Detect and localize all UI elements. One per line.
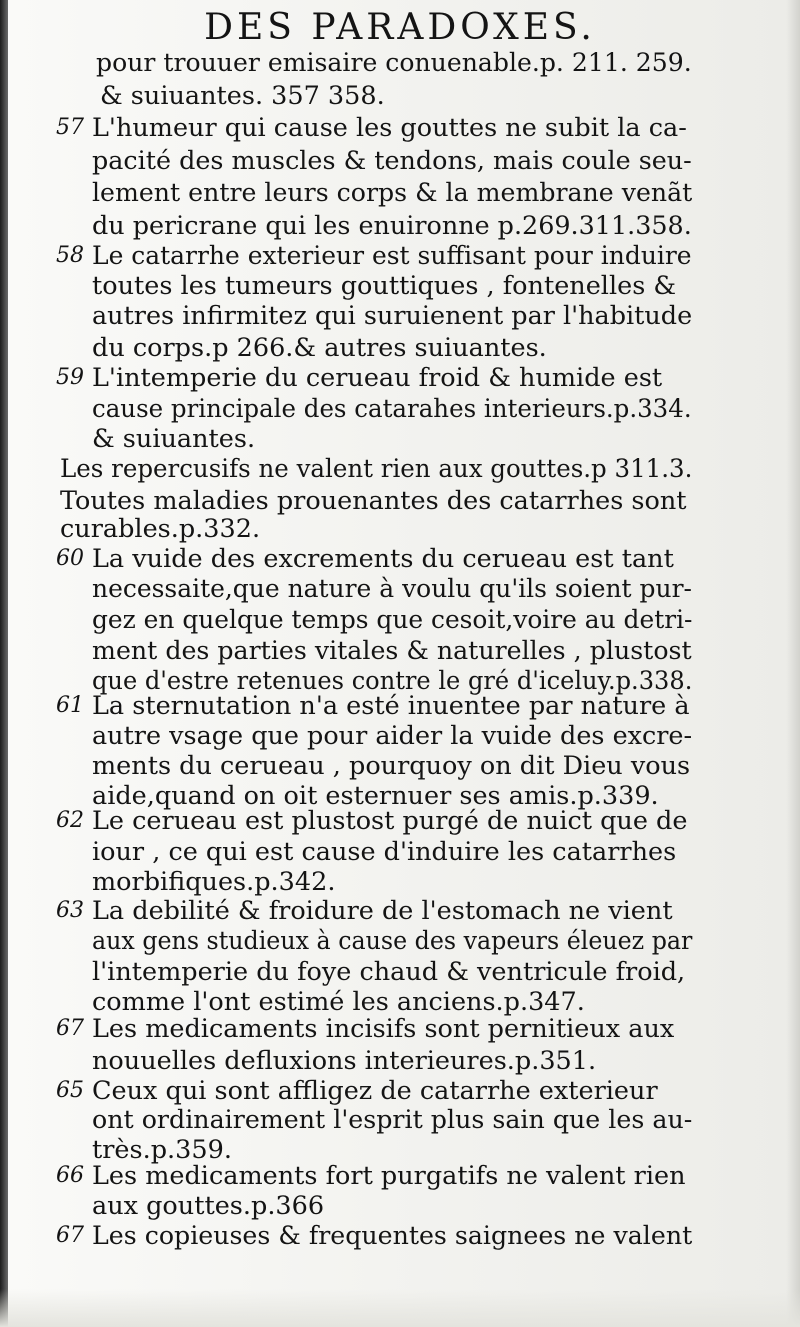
paradox-number: 65: [56, 1078, 84, 1103]
text-line: Le catarrhe exterieur est suffisant pour induire: [92, 241, 692, 271]
text-line: Le cerueau est plustost purgé de nuict que de: [92, 806, 688, 836]
text-line: lement entre leurs corps & la membrane venãt: [92, 178, 693, 208]
text-line: necessaite,que nature à voulu qu'ils soient pur-: [92, 574, 692, 604]
text-line: Les copieuses & frequentes saignees ne valent: [92, 1221, 693, 1251]
text-line: ment des parties vitales & naturelles , plustost: [92, 636, 692, 666]
paradox-number: 59: [56, 365, 84, 390]
text-line: pacité des muscles & tendons, mais coule seu-: [92, 146, 692, 176]
text-line: cause principale des catarahes interieurs.p.334.: [92, 394, 692, 424]
text-line: gez en quelque temps que cesoit,voire au detri-: [92, 605, 693, 635]
text-line: très.p.359.: [92, 1135, 232, 1165]
page-bottom-margin: [0, 1289, 800, 1327]
text-line: comme l'ont estimé les anciens.p.347.: [92, 987, 585, 1017]
text-line: nouuelles defluxions interieures.p.351.: [92, 1046, 597, 1076]
text-line: du corps.p 266.& autres suiuantes.: [92, 333, 547, 363]
text-line: La vuide des excrements du cerueau est tant: [92, 544, 674, 574]
paradox-number: 66: [56, 1163, 84, 1188]
page-gutter-shadow: [0, 0, 8, 1327]
text-line: Ceux qui sont affligez de catarrhe exterieur: [92, 1076, 658, 1106]
text-line: L'intemperie du cerueau froid & humide est: [92, 363, 663, 393]
text-line: du pericrane qui les enuironne p.269.311.358.: [92, 211, 692, 241]
paradox-number: 60: [56, 546, 84, 571]
text-line: & suiuantes. 357 358.: [100, 81, 385, 111]
text-line: & suiuantes.: [92, 424, 256, 454]
paradox-number: 57: [56, 115, 84, 140]
paradox-number: 61: [56, 693, 84, 718]
text-line: aide,quand on oit esternuer ses amis.p.339.: [92, 781, 659, 811]
text-line: La sternutation n'a esté inuentee par nature à: [92, 691, 690, 721]
text-line: Les medicaments incisifs sont pernitieux aux: [92, 1014, 675, 1044]
text-line: iour , ce qui est cause d'induire les catarrhes: [92, 837, 677, 867]
text-line: autre vsage que pour aider la vuide des excre-: [92, 721, 693, 751]
text-line: Les repercusifs ne valent rien aux gouttes.p 311.3.: [60, 454, 693, 484]
text-line: ont ordinairement l'esprit plus sain que les au-: [92, 1105, 693, 1135]
text-line: l'intemperie du foye chaud & ventricule froid,: [92, 957, 686, 987]
page-edge-shadow: [786, 0, 800, 1327]
text-line: morbifiques.p.342.: [92, 867, 336, 897]
text-line: La debilité & froidure de l'estomach ne vient: [92, 896, 673, 926]
paradox-number: 63: [56, 898, 84, 923]
text-line: Les medicaments fort purgatifs ne valent rien: [92, 1161, 686, 1191]
text-line: curables.p.332.: [60, 514, 261, 544]
paradox-number: 58: [56, 243, 84, 268]
text-line: toutes les tumeurs gouttiques , fontenelles &: [92, 271, 677, 301]
text-line: que d'estre retenues contre le gré d'iceluy.p.338.: [92, 666, 693, 696]
paradox-number: 62: [56, 808, 84, 833]
running-head: DES PARADOXES.: [204, 7, 596, 48]
text-line: aux gouttes.p.366: [92, 1191, 325, 1221]
text-line: Toutes maladies prouenantes des catarrhes sont: [60, 486, 687, 516]
text-line: ments du cerueau , pourquoy on dit Dieu vous: [92, 751, 691, 781]
text-line: L'humeur qui cause les gouttes ne subit la ca-: [92, 113, 687, 143]
paradox-number: 67: [56, 1016, 84, 1041]
text-line: autres infirmitez qui suruienent par l'habitude: [92, 301, 693, 331]
text-line: pour trouuer emisaire conuenable.p. 211. 259.: [96, 48, 692, 78]
text-line: aux gens studieux à cause des vapeurs éleuez par: [92, 926, 693, 956]
paradox-number: 67: [56, 1223, 84, 1248]
